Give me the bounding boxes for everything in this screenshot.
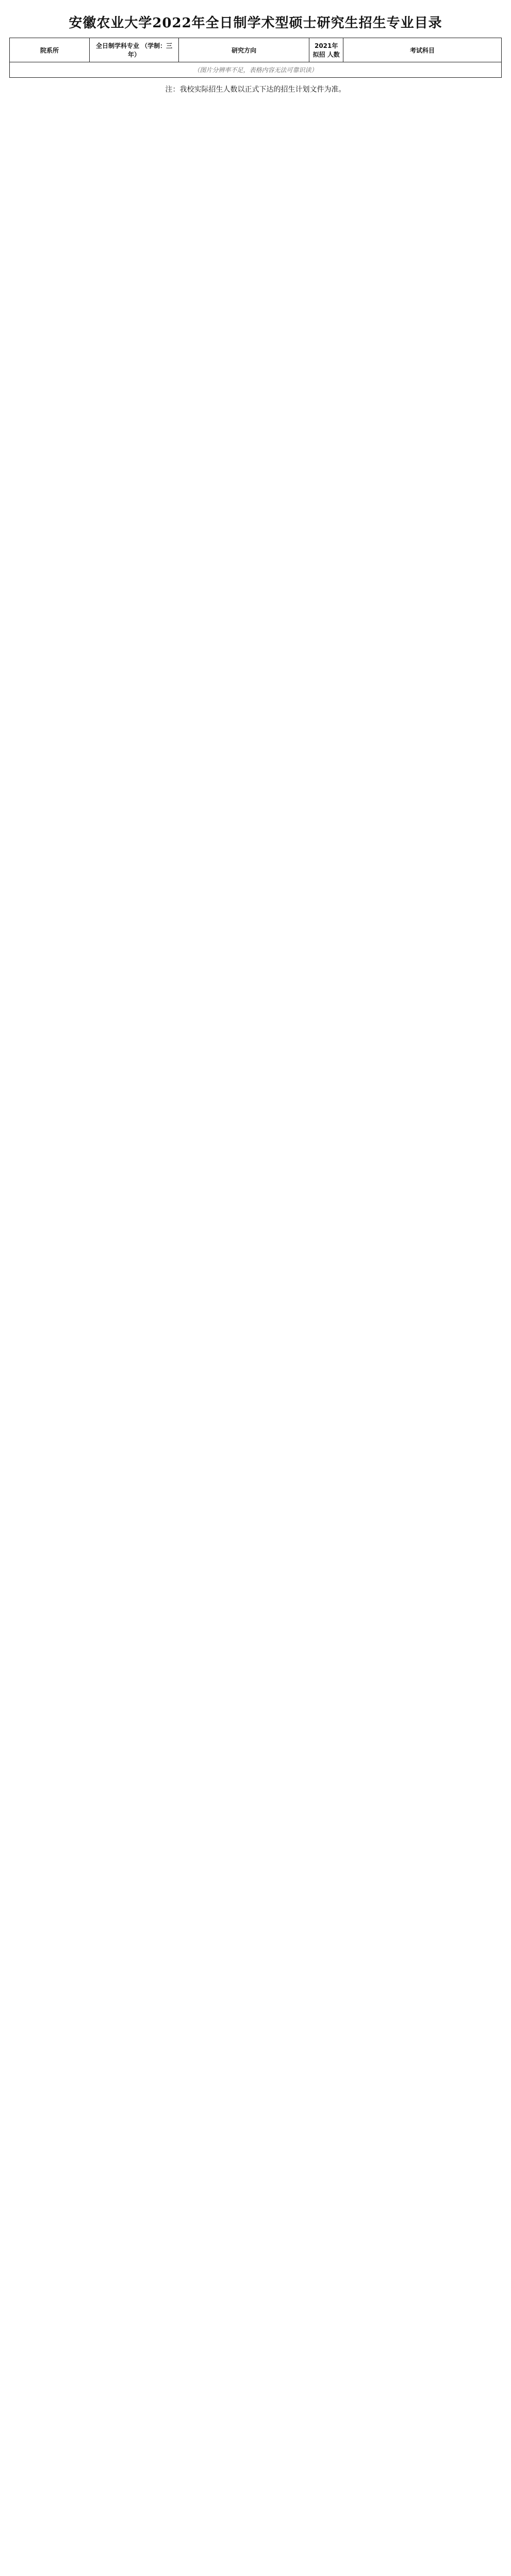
header-direction: 研究方向 [179,38,309,62]
admissions-table-head [10,38,502,62]
document-title: 安徽农业大学2022年全日制学术型硕士研究生招生专业目录 [69,15,442,31]
admissions-table-body [10,62,502,78]
header-plan: 2021年 拟招 人数 [309,38,343,62]
header-dept: 院系所 [10,38,90,62]
admissions-table [9,38,502,78]
document-footnote: 注：我校实际招生人数以正式下达的招生计划文件为准。 [165,86,346,94]
table-placeholder-note: （图片分辨率不足，表格内容无法可靠识读） [10,62,502,78]
header-exam: 考试科目 [343,38,502,62]
table-row [10,62,502,78]
header-major: 全日制学科专业 （学制：三年） [90,38,179,62]
admissions-table-header-row [10,38,502,62]
